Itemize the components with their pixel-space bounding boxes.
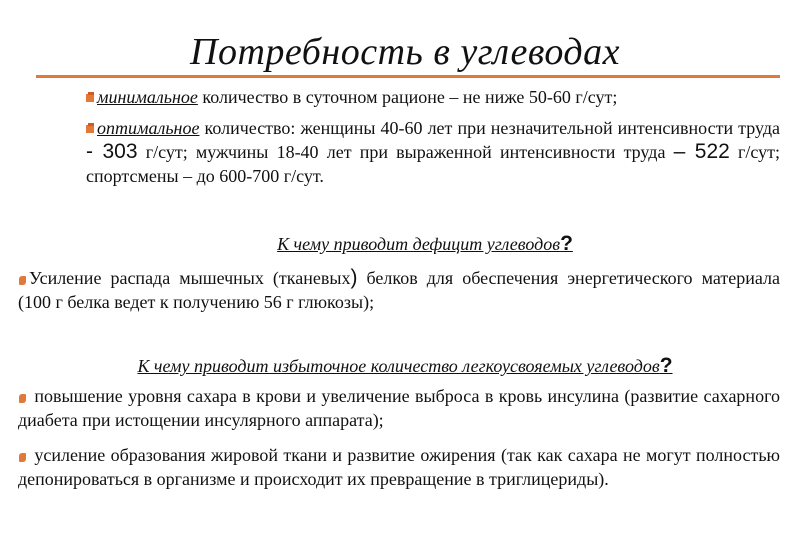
optimal-minimum-item [86, 85, 780, 109]
excess-text-2: усиление образования жировой ткани и развитие ожирения (так как сахара не могут полностью депонироваться в организме и происходит их превращение в триглицериды). [18, 445, 780, 489]
question-deficit-text: К чему приводит дефицит углеводов [277, 234, 561, 254]
optimal-amount-item [86, 116, 780, 188]
question-deficit-heading [20, 232, 810, 256]
question-deficit-mark: ? [560, 232, 573, 255]
optimal-text-c: г/сут; спортсмены – до 600-700 г/сут. [86, 142, 780, 186]
square-bullet-icon [86, 123, 95, 135]
minimum-text: количество в суточном рационе – не ниже 50-60 г/сут; [197, 87, 618, 107]
slide-title: Потребность в углеводах [190, 31, 620, 73]
optimal-label: оптимальное [97, 118, 200, 138]
deficit-text-a: Усиление распада мышечных (тканевых [29, 268, 351, 288]
question-excess-heading [0, 354, 810, 378]
dot-bullet-icon [18, 273, 27, 285]
optimal-value-women: 303 [93, 140, 138, 163]
square-bullet-icon [86, 92, 95, 104]
optimal-dash-a: - [86, 140, 93, 163]
optimal-value-men: 522 [685, 140, 730, 163]
deficit-text-b: белков для обеспечения энергетического материала (100 г белка ведет к получению 56 г глюкозы); [18, 268, 780, 312]
deficit-answer [18, 266, 780, 314]
question-excess-text: К чему приводит избыточное количество легкоусвояемых углеводов [137, 356, 660, 376]
optimal-text-a: количество: женщины 40-60 лет при незначительной интенсивности труда [199, 118, 780, 138]
optimal-dash-b: – [673, 140, 686, 163]
optimal-text-b: г/сут; мужчины 18-40 лет при выраженной интенсивности труда [137, 142, 674, 162]
minimum-label: минимальное [97, 87, 198, 107]
excess-answer-item-1 [18, 384, 780, 432]
dot-bullet-icon [18, 391, 27, 403]
question-excess-mark: ? [659, 354, 673, 377]
deficit-paren: ) [350, 266, 358, 289]
excess-text-1: повышение уровня сахара в крови и увеличение выброса в кровь инсулина (развитие сахарного диабета при истощении инсулярного аппарата); [18, 386, 780, 430]
excess-answer-item-2 [18, 443, 780, 491]
title-underline [36, 75, 780, 78]
dot-bullet-icon [18, 450, 27, 462]
